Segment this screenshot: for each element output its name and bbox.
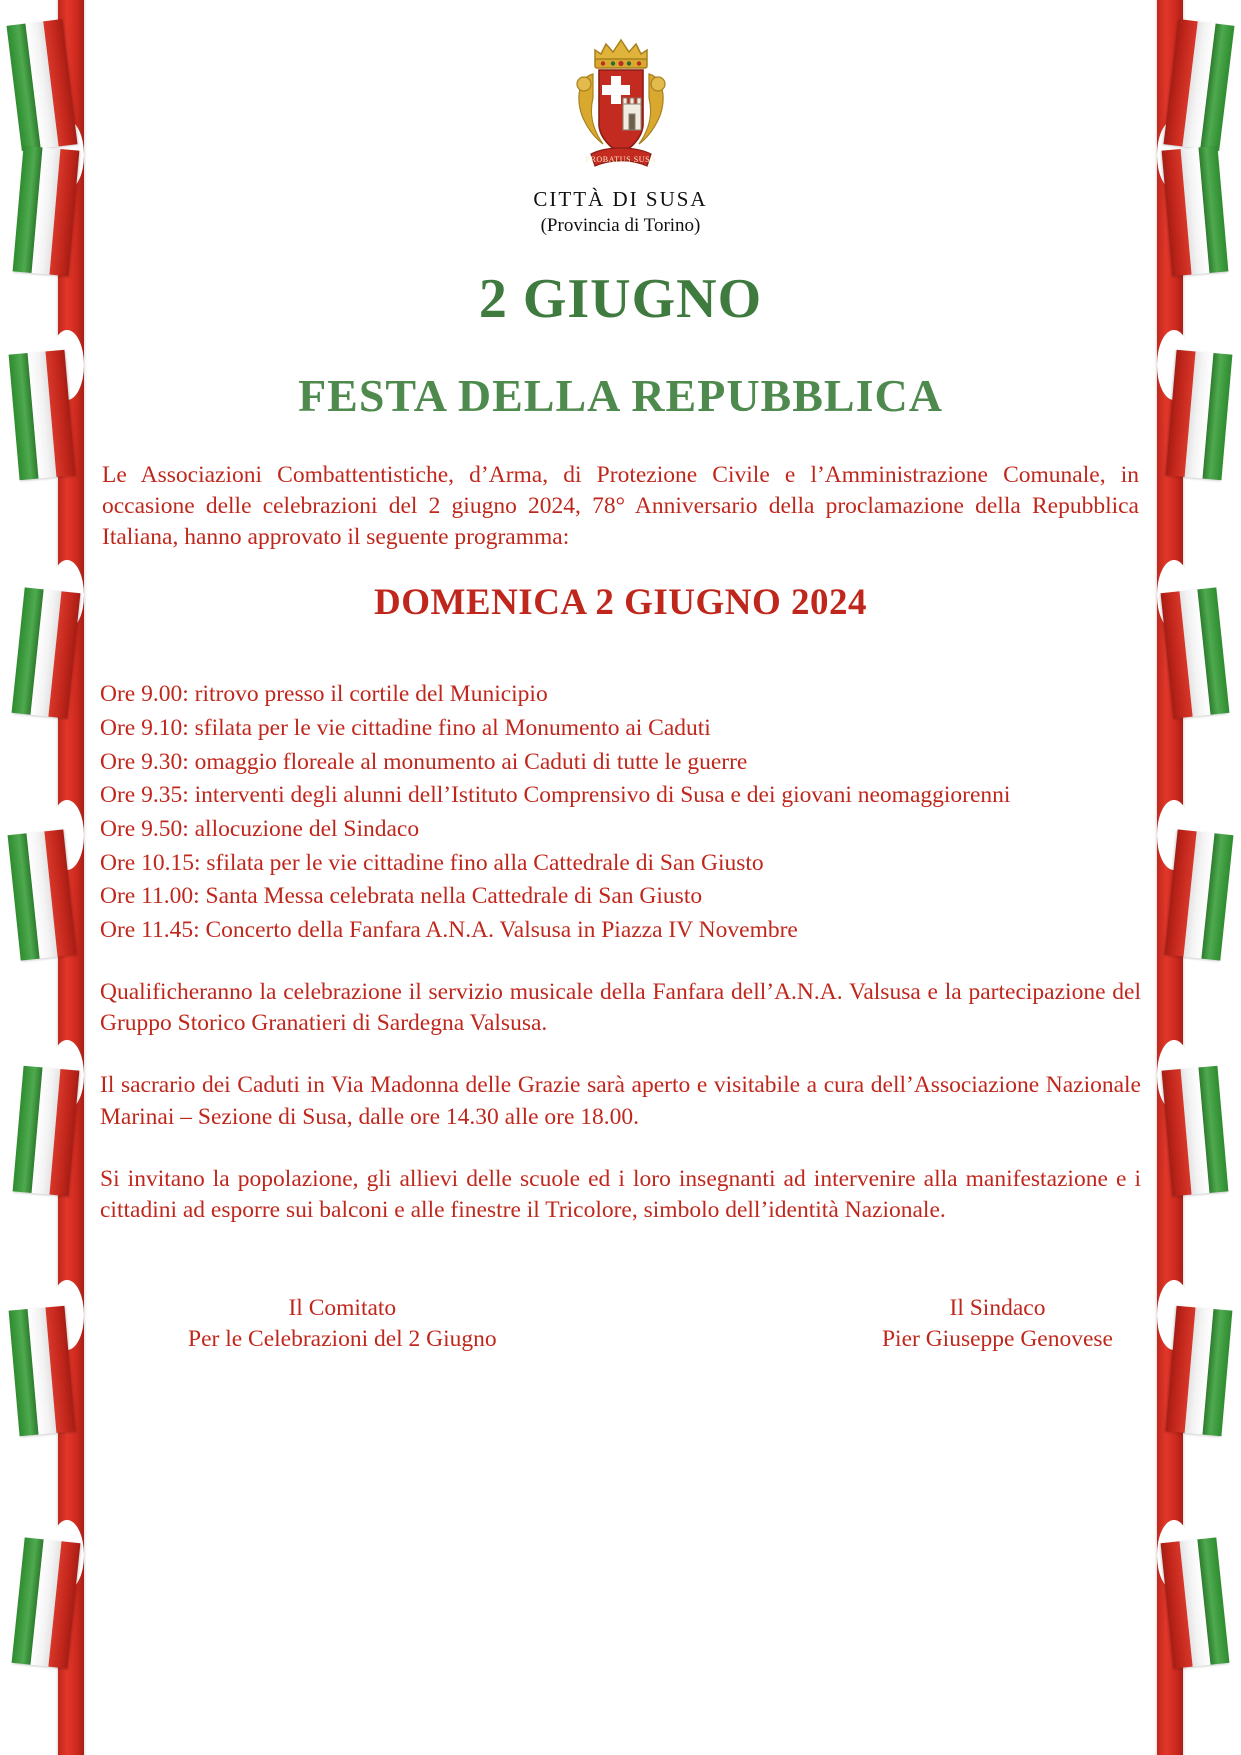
note-sacrario-paragraph: Il sacrario dei Caduti in Via Madonna delle Grazie sarà aperto e visitabile a cura dell’Associazione Nazionale Marinai – Sezione di Susa, dalle ore 14.30 alle ore 18.00. — [100, 1072, 1141, 1130]
ribbon-notch — [50, 120, 84, 190]
ribbon-notch — [50, 560, 84, 630]
schedule-item: Ore 11.00: Santa Messa celebrata nella Cattedrale di San Giusto — [100, 883, 703, 910]
italian-flag-icon — [1161, 587, 1230, 718]
ribbon-notch — [50, 1040, 84, 1110]
italian-flag-icon — [1166, 1306, 1233, 1436]
city-name: CITTÀ DI SUSA — [533, 187, 708, 211]
ribbon-notch — [1157, 330, 1191, 400]
schedule-item: Ore 9.10: sfilata per le vie cittadine fino al Monumento ai Caduti — [100, 715, 711, 742]
italian-flag-icon — [12, 1537, 81, 1668]
ribbon-notch — [1157, 560, 1191, 630]
province-name: (Provincia di Torino) — [540, 215, 701, 236]
schedule-item: Ore 11.45: Concerto della Fanfara A.N.A. Valsusa in Piazza IV Novembre — [100, 917, 798, 944]
italian-flag-icon — [13, 1066, 80, 1196]
signature-committee — [100, 1293, 497, 1354]
mayor-title: Il Sindaco — [949, 1295, 1046, 1321]
ribbon-notch — [1157, 1040, 1191, 1110]
schedule-item: Ore 9.00: ritrovo presso il cortile del Municipio — [100, 681, 548, 708]
ribbon-notch — [50, 1520, 84, 1590]
note-invitation-paragraph: Si invitano la popolazione, gli allievi delle scuole ed i loro insegnanti ad intervenire alla manifestazione e i cittadini ad esporre sui balconi e alle finestre il Tricolore, simbolo dell’identità Nazionale. — [100, 1165, 1141, 1224]
svg-text:PROBATUS SUSA: PROBATUS SUSA — [584, 155, 657, 164]
italian-flag-icon — [7, 19, 78, 151]
mayor-name: Pier Giuseppe Genovese — [881, 1325, 1113, 1352]
italian-flag-icon — [8, 829, 77, 960]
red-vertical-band — [58, 0, 84, 1755]
schedule-item: Ore 9.30: omaggio floreale al monumento ai Caduti di tutte le guerre — [100, 748, 748, 775]
italian-flag-icon — [1161, 1537, 1230, 1668]
italian-flag-icon — [1165, 829, 1234, 960]
intro-paragraph: Le Associazioni Combattentistiche, d’Arma, di Protezione Civile e l’Amministrazione Comunale, in occasione delle celebrazioni del 2 giugno 2024, 78° Anniversario della proclamazione della Repubblica Italiana, hanno approvato il seguente programma: — [102, 461, 1139, 551]
italian-flag-icon — [9, 1306, 76, 1436]
italian-flag-icon — [1164, 19, 1235, 151]
red-vertical-band — [1157, 0, 1183, 1755]
page-title: 2 GIUGNO — [478, 268, 763, 330]
ribbon-notch — [1157, 800, 1191, 870]
ribbon-notch — [1157, 1280, 1191, 1350]
italian-flag-icon — [1162, 146, 1229, 276]
schedule-list — [100, 678, 1141, 946]
committee-name: Per le Celebrazioni del 2 Giugno — [188, 1325, 497, 1352]
schedule-item: Ore 10.15: sfilata per le vie cittadine fino alla Cattedrale di San Giusto — [100, 849, 764, 876]
schedule-item: Ore 9.50: allocuzione del Sindaco — [100, 816, 420, 843]
italian-flag-icon — [1162, 1066, 1229, 1196]
ribbon-notch — [1157, 1520, 1191, 1590]
signature-mayor — [882, 1293, 1141, 1354]
ribbon-notch — [50, 330, 84, 400]
italian-flag-icon — [12, 587, 81, 718]
ribbon-notch — [50, 1280, 84, 1350]
ribbon-notch — [50, 800, 84, 870]
italian-flag-icon — [1166, 350, 1233, 480]
ribbon-notch — [1157, 120, 1191, 190]
italian-flag-icon — [9, 350, 76, 480]
coat-of-arms-icon — [551, 26, 691, 176]
committee-title: Il Comitato — [288, 1295, 397, 1321]
poster-content — [100, 0, 1141, 1755]
signatures — [100, 1293, 1141, 1354]
italian-flag-icon — [13, 146, 80, 276]
crest-container — [100, 0, 1141, 181]
page-subtitle: FESTA DELLA REPUBBLICA — [298, 369, 943, 421]
note-music-paragraph: Qualificheranno la celebrazione il servizio musicale della Fanfara dell’A.N.A. Valsusa e la partecipazione del Gruppo Storico Granatieri di Sardegna Valsusa. — [100, 978, 1141, 1037]
schedule-item: Ore 9.35: interventi degli alunni dell’Istituto Comprensivo di Susa e dei giovani neomaggiorenni — [100, 782, 1011, 809]
event-date: DOMENICA 2 GIUGNO 2024 — [373, 582, 868, 624]
